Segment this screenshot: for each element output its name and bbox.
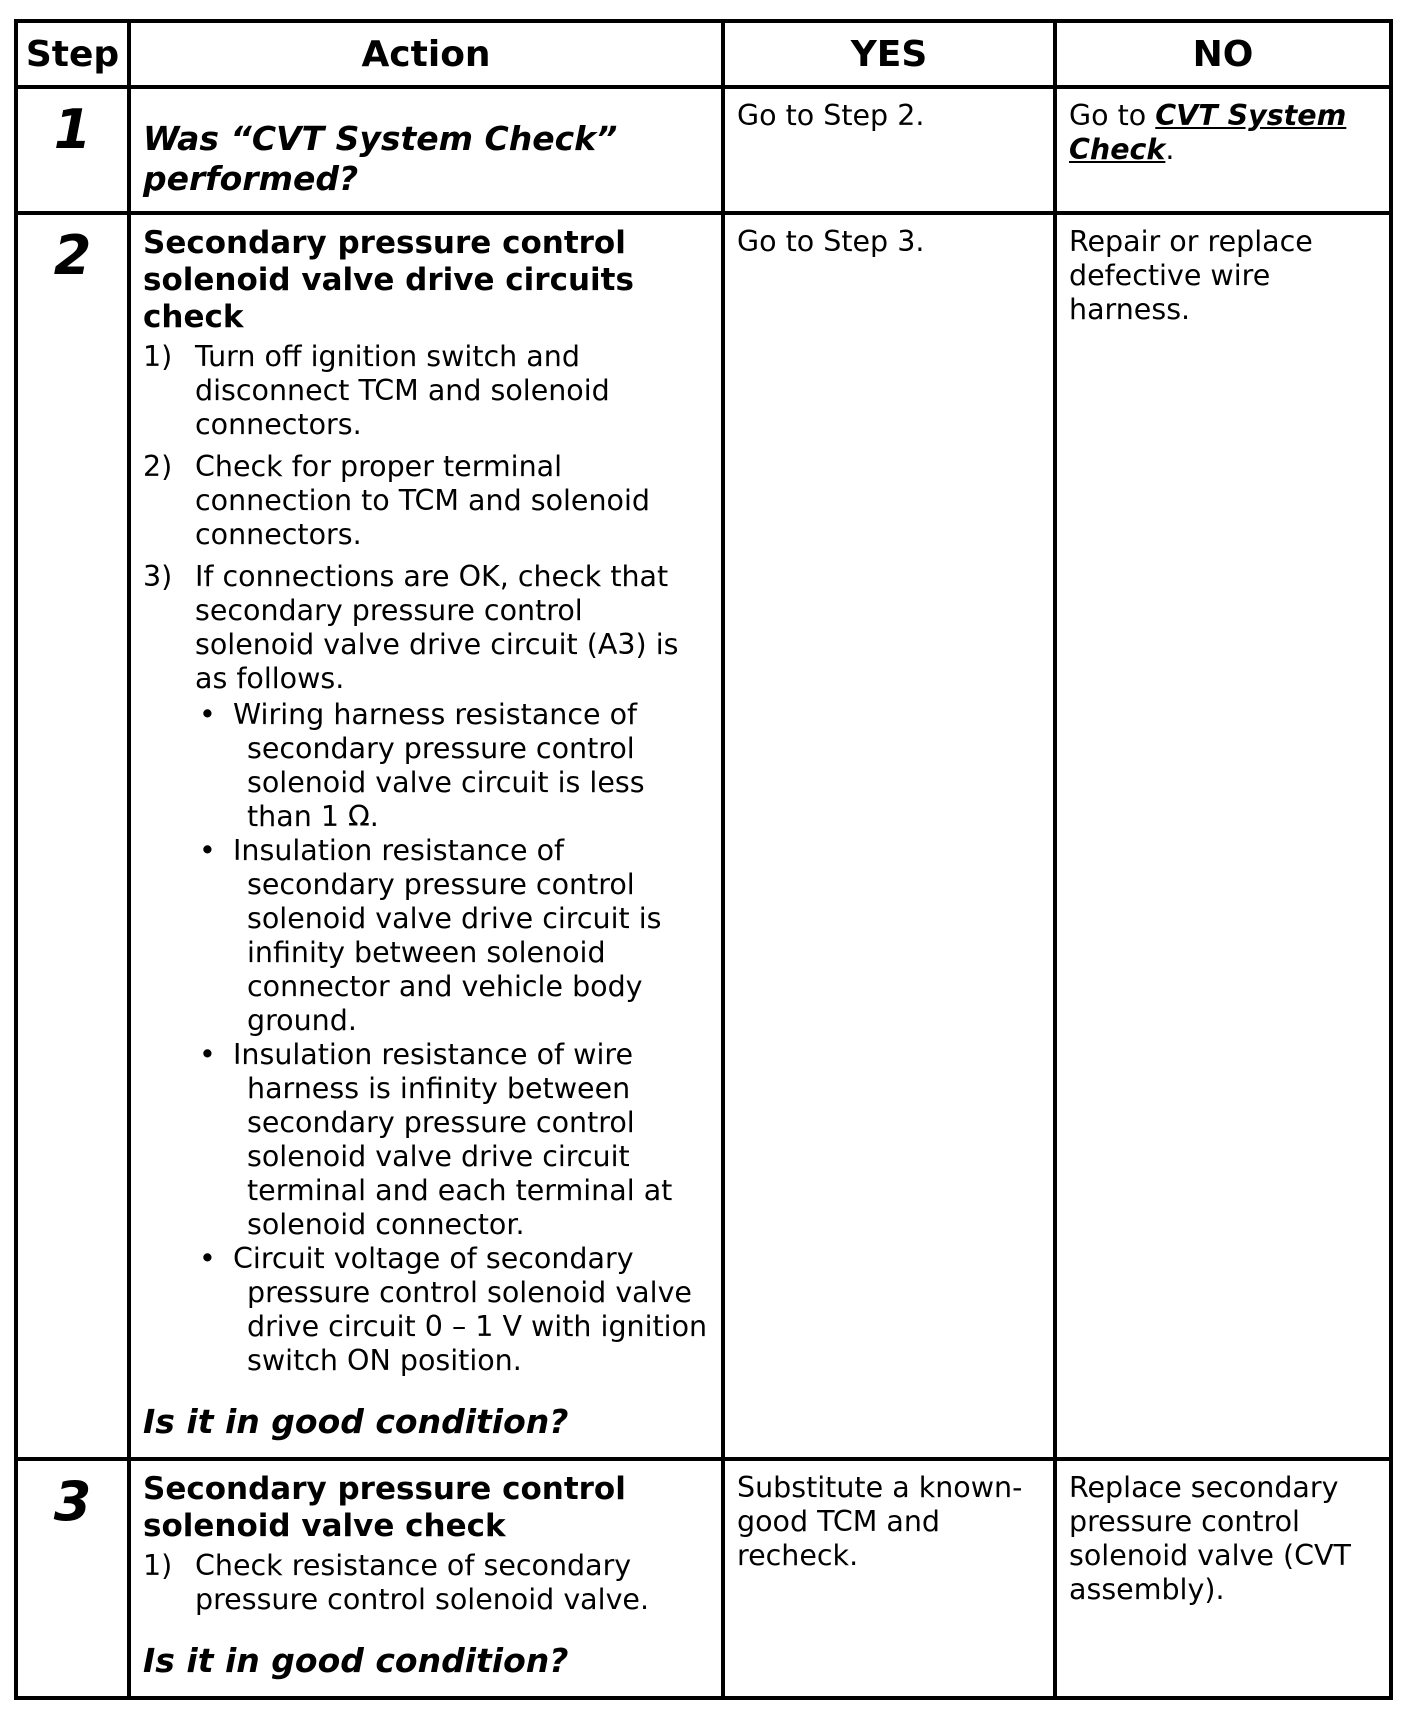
substep-list (143, 1549, 709, 1617)
substep-text: If connections are OK, check that secondary pressure control solenoid valve drive circuit (A3) is as follows. (195, 560, 679, 695)
list-item (143, 1549, 709, 1617)
substep-number: 1) (143, 1549, 173, 1582)
list-item (143, 450, 709, 552)
yes-text: Substitute a known-good TCM and recheck. (737, 1471, 1023, 1572)
step-cell (16, 1459, 129, 1698)
no-text-suffix: . (1165, 133, 1175, 166)
header-action: Action (129, 21, 723, 87)
no-cell (1055, 1459, 1391, 1698)
table-row (16, 87, 1391, 213)
header-step: Step (16, 21, 129, 87)
header-yes: YES (723, 21, 1055, 87)
header-row (16, 21, 1391, 87)
list-item (143, 560, 709, 1378)
yes-cell (723, 213, 1055, 1459)
step-number: 2 (53, 224, 92, 287)
bullet-text: Insulation resistance of secondary pressure control solenoid valve drive circuit is infinity between solenoid connector and vehicle body ground. (233, 834, 662, 1037)
step-cell (16, 87, 129, 213)
yes-cell (723, 1459, 1055, 1698)
bullet-item (195, 834, 709, 1038)
bullet-text: Wiring harness resistance of secondary pressure control solenoid valve circuit is less than 1 Ω. (233, 698, 645, 833)
bullet-icon: • (199, 1038, 216, 1071)
substep-list (143, 340, 709, 1378)
table-row (16, 213, 1391, 1459)
table-row (16, 1459, 1391, 1698)
substep-number: 3) (143, 560, 173, 593)
step-number: 3 (53, 1470, 92, 1533)
action-cell (129, 213, 723, 1459)
step-question: Is it in good condition? (143, 1402, 569, 1441)
step-title: Secondary pressure control solenoid valve drive circuits check (143, 225, 634, 335)
yes-text: Go to Step 2. (737, 99, 925, 132)
bullet-icon: • (199, 834, 216, 867)
substep-text: Turn off ignition switch and disconnect TCM and solenoid connectors. (195, 340, 610, 441)
no-text: Repair or replace defective wire harness. (1069, 225, 1313, 326)
header-no: NO (1055, 21, 1391, 87)
yes-text: Go to Step 3. (737, 225, 925, 258)
substep-text: Check resistance of secondary pressure control solenoid valve. (195, 1549, 650, 1616)
bullet-item (195, 1038, 709, 1242)
no-text-prefix: Go to (1069, 99, 1156, 132)
bullet-text: Circuit voltage of secondary pressure control solenoid valve drive circuit 0 – 1 V with ignition switch ON position. (233, 1242, 708, 1377)
cvt-system-check-link[interactable]: CVT System Check (1069, 99, 1347, 166)
yes-cell (723, 87, 1055, 213)
substep-text: Check for proper terminal connection to TCM and solenoid connectors. (195, 450, 650, 551)
no-text: Replace secondary pressure control solenoid valve (CVT assembly). (1069, 1471, 1351, 1606)
bullet-text: Insulation resistance of wire harness is infinity between secondary pressure control solenoid valve drive circuit terminal and each terminal at solenoid connector. (233, 1038, 673, 1241)
bullet-icon: • (199, 1242, 216, 1275)
step-title: Secondary pressure control solenoid valve check (143, 1471, 626, 1544)
bullet-item (195, 1242, 709, 1378)
step-cell (16, 213, 129, 1459)
substep-number: 1) (143, 340, 173, 373)
bullet-item (195, 698, 709, 834)
bullet-list (195, 698, 709, 1378)
bullet-icon: • (199, 698, 216, 731)
diagnostic-table (14, 19, 1393, 1700)
no-cell (1055, 87, 1391, 213)
action-cell (129, 87, 723, 213)
step-question: Is it in good condition? (143, 1641, 569, 1680)
step-question: Was “CVT System Check” performed? (143, 119, 618, 198)
substep-number: 2) (143, 450, 173, 483)
list-item (143, 340, 709, 442)
action-cell (129, 1459, 723, 1698)
no-cell (1055, 213, 1391, 1459)
step-number: 1 (53, 98, 92, 161)
